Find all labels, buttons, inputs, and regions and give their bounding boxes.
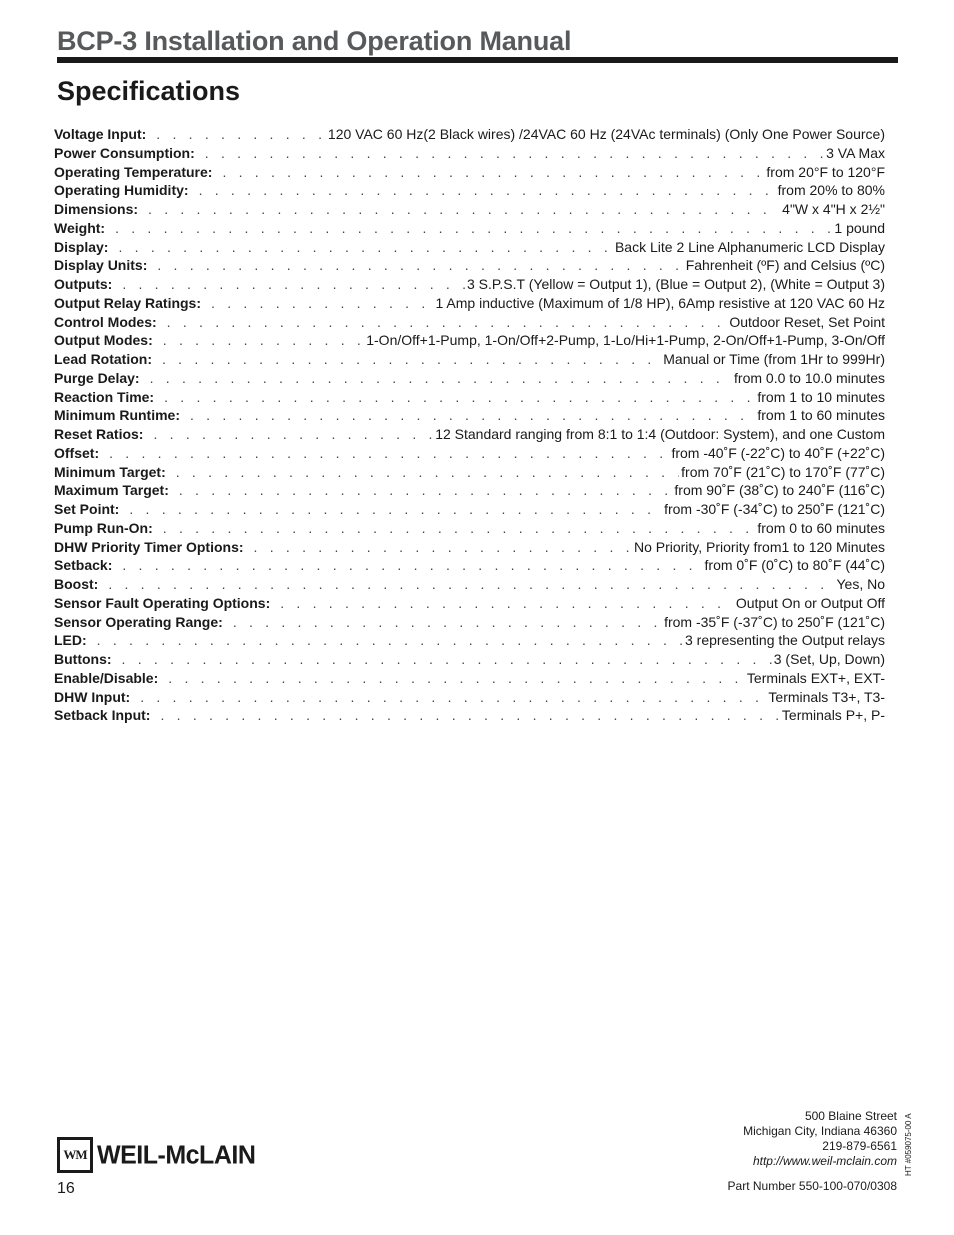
company-address [743, 1109, 897, 1169]
dot-leader [190, 406, 755, 425]
spec-label: Output Modes: [54, 332, 153, 349]
logo-mark-icon: WM [57, 1137, 93, 1173]
spec-value: from 20°F to 120°F [766, 163, 885, 180]
spec-row [54, 500, 885, 519]
dot-leader [118, 238, 613, 257]
spec-row [54, 313, 885, 332]
dot-leader [129, 500, 662, 519]
spec-row [54, 706, 885, 725]
spec-row [54, 538, 885, 557]
spec-row [54, 331, 885, 350]
spec-label: Voltage Input: [54, 126, 147, 142]
spec-row [54, 481, 885, 500]
dot-leader [205, 144, 824, 163]
dot-leader [109, 444, 669, 463]
dot-leader [163, 519, 756, 538]
dot-leader [108, 575, 834, 594]
part-number: Part Number 550-100-070/0308 [727, 1179, 897, 1193]
spec-label: Reset Ratios: [54, 426, 144, 442]
spec-row [54, 256, 885, 275]
spec-label: Lead Rotation: [54, 351, 152, 367]
spec-label: Sensor Operating Range: [54, 613, 223, 630]
dot-leader [168, 669, 745, 688]
dot-leader [160, 706, 779, 725]
spec-value: Back Lite 2 Line Alphanumeric LCD Display [614, 238, 885, 255]
spec-value: 1 Amp inductive (Maximum of 1/8 HP), 6Amp resistive at 120 VAC 60 Hz [435, 294, 885, 311]
spec-value: from -40˚F (-22˚C) to 40˚F (+22˚C) [671, 444, 885, 461]
spec-row [54, 669, 885, 688]
spec-label: Output Relay Ratings: [54, 294, 202, 311]
dot-leader [167, 313, 728, 332]
spec-value: 1-On/Off+1-Pump, 1-On/Off+2-Pump, 1-Lo/Hi+1-Pump, 2-On/Off+1-Pump, 3-On/Off [366, 332, 885, 349]
spec-value: from 0.0 to 10.0 minutes [734, 369, 885, 386]
spec-row [54, 631, 885, 650]
spec-label: Weight: [54, 219, 106, 236]
spec-value: 1 pound [834, 219, 885, 236]
spec-row [54, 275, 885, 294]
spec-value: Terminals P+, P- [781, 707, 885, 724]
spec-label: DHW Priority Timer Options: [54, 538, 244, 555]
spec-row [54, 200, 885, 219]
spec-value: from 0 to 60 minutes [757, 519, 885, 536]
spec-value: from 0˚F (0˚C) to 80˚F (44˚C) [704, 557, 885, 574]
spec-value: Output On or Output Off [735, 594, 885, 611]
spec-label: Operating Humidity: [54, 182, 189, 199]
spec-value: Fahrenheit (ºF) and Celsius (ºC) [685, 257, 885, 274]
weil-mclain-logo [57, 1134, 255, 1176]
spec-value: 3 (Set, Up, Down) [773, 651, 885, 667]
spec-label: Display: [54, 238, 109, 255]
dot-leader [150, 369, 732, 388]
page-number: 16 [57, 1180, 75, 1197]
spec-label: Offset: [54, 444, 100, 461]
dot-leader [156, 125, 326, 144]
spec-label: Power Consumption: [54, 144, 195, 161]
spec-value: from 1 to 60 minutes [757, 407, 885, 424]
spec-row [54, 144, 885, 163]
dot-leader [176, 463, 679, 482]
spec-row [54, 369, 885, 388]
ht-code: HT #059075-00 A [904, 1113, 913, 1176]
spec-value: Yes, No [836, 576, 885, 592]
spec-label: Set Point: [54, 501, 120, 517]
spec-value: 3 S.P.S.T (Yellow = Output 1), (Blue = Output 2), (White = Output 3) [466, 276, 885, 292]
dot-leader [179, 481, 673, 500]
spec-row [54, 125, 885, 144]
address-line: Michigan City, Indiana 46360 [743, 1124, 897, 1138]
spec-value: Terminals EXT+, EXT- [746, 669, 885, 686]
spec-value: from 20% to 80% [777, 182, 885, 199]
spec-row [54, 650, 885, 669]
spec-value: Terminals T3+, T3- [768, 688, 885, 705]
spec-label: Setback Input: [54, 707, 151, 724]
spec-label: Setback: [54, 557, 113, 574]
spec-row [54, 163, 885, 182]
dot-leader [199, 181, 776, 200]
spec-label: Sensor Fault Operating Options: [54, 594, 271, 611]
spec-value: 120 VAC 60 Hz(2 Black wires) /24VAC 60 Hz (24VAc terminals) (Only One Power Source) [327, 126, 885, 142]
dot-leader [148, 200, 780, 219]
spec-label: Buttons: [54, 651, 112, 667]
spec-value: 4"W x 4"H x 2½" [782, 201, 885, 217]
spec-label: Control Modes: [54, 313, 157, 330]
spec-label: Dimensions: [54, 201, 139, 217]
spec-label: Maximum Target: [54, 482, 169, 499]
spec-value: 3 VA Max [826, 144, 885, 161]
spec-value: Manual or Time (from 1Hr to 999Hr) [663, 351, 885, 367]
dot-leader [222, 163, 764, 182]
document-title: BCP-3 Installation and Operation Manual [57, 26, 572, 56]
dot-leader [115, 219, 832, 238]
dot-leader [211, 294, 434, 313]
specifications-list [54, 125, 885, 725]
spec-row [54, 444, 885, 463]
dot-leader [122, 650, 772, 669]
spec-row [54, 388, 885, 407]
section-heading: Specifications [57, 76, 241, 106]
address-line: 500 Blaine Street [804, 1109, 897, 1123]
spec-label: Pump Run-On: [54, 519, 153, 536]
dot-leader [254, 538, 632, 557]
dot-leader [97, 631, 683, 650]
title-divider [57, 57, 898, 63]
dot-leader [122, 275, 465, 294]
spec-row [54, 425, 885, 444]
spec-row [54, 219, 885, 238]
spec-label: DHW Input: [54, 688, 131, 705]
dot-leader [280, 594, 734, 613]
spec-row [54, 181, 885, 200]
spec-row [54, 406, 885, 425]
spec-value: from -35˚F (-37˚C) to 250˚F (121˚C) [664, 613, 885, 630]
website-link[interactable]: http://www.weil-mclain.com [752, 1154, 897, 1168]
dot-leader [163, 331, 364, 350]
dot-leader [122, 556, 702, 575]
dot-leader [140, 688, 766, 707]
spec-label: LED: [54, 632, 87, 649]
spec-value: 12 Standard ranging from 8:1 to 1:4 (Outdoor: System), and one Custom [435, 426, 885, 442]
spec-row [54, 613, 885, 632]
spec-value: No Priority, Priority from1 to 120 Minutes [633, 538, 885, 555]
dot-leader [157, 256, 683, 275]
spec-label: Minimum Runtime: [54, 407, 180, 424]
address-line: 219-879-6561 [822, 1139, 897, 1153]
spec-value: from 1 to 10 minutes [757, 388, 885, 405]
spec-label: Minimum Target: [54, 463, 166, 480]
spec-row [54, 238, 885, 257]
spec-value: 3 representing the Output relays [684, 632, 885, 649]
dot-leader [153, 425, 433, 444]
spec-value: from 90˚F (38˚C) to 240˚F (116˚C) [674, 482, 885, 499]
spec-label: Purge Delay: [54, 369, 140, 386]
spec-label: Display Units: [54, 257, 148, 274]
dot-leader [233, 613, 662, 632]
spec-label: Enable/Disable: [54, 669, 159, 686]
spec-value: Outdoor Reset, Set Point [729, 313, 885, 330]
logo-wordmark: WEIL-McLAIN [97, 1139, 256, 1170]
spec-label: Reaction Time: [54, 388, 155, 405]
spec-row [54, 575, 885, 594]
spec-row [54, 594, 885, 613]
spec-row [54, 688, 885, 707]
spec-row [54, 556, 885, 575]
spec-value: from 70˚F (21˚C) to 170˚F (77˚C) [681, 463, 885, 480]
spec-row [54, 463, 885, 482]
dot-leader [162, 350, 661, 369]
spec-row [54, 294, 885, 313]
spec-label: Operating Temperature: [54, 163, 213, 180]
spec-label: Boost: [54, 576, 99, 592]
spec-label: Outputs: [54, 276, 113, 292]
spec-value: from -30˚F (-34˚C) to 250˚F (121˚C) [664, 501, 885, 517]
spec-row [54, 350, 885, 369]
spec-row [54, 519, 885, 538]
dot-leader [164, 388, 755, 407]
